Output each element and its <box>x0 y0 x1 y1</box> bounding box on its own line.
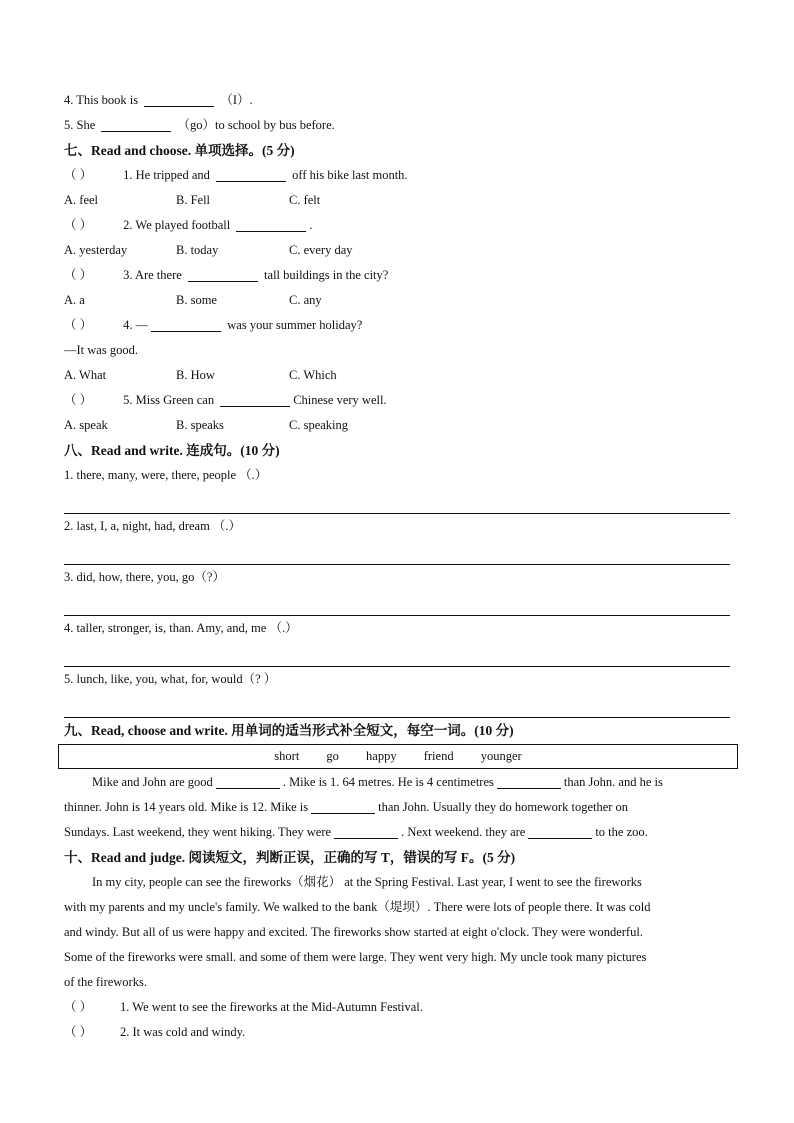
cloze-text: Sundays. Last weekend, they went hiking. They were <box>64 825 332 839</box>
word-bank <box>58 744 738 769</box>
question-text-end: tall buildings in the city? <box>264 268 389 282</box>
question-hint: （go）to school by bus before. <box>177 118 335 132</box>
option-b: B. Fell <box>176 193 211 207</box>
word-bank-item: go <box>326 749 339 763</box>
passage-line: with my parents and my uncle's family. We walked to the bank（堤坝）. There were lots of people there. It was cold <box>64 900 651 914</box>
question-text-end: off his bike last month. <box>292 168 408 182</box>
answer-bracket[interactable]: （ ） <box>64 393 93 407</box>
question-number: 2. <box>123 218 133 232</box>
cloze-blank[interactable] <box>311 799 375 814</box>
answer-line[interactable] <box>64 641 730 667</box>
question-number: 5. <box>123 393 133 407</box>
answer-blank <box>151 317 221 332</box>
question-text: This book is <box>76 93 139 107</box>
answer-blank <box>220 392 290 407</box>
worksheet-page <box>64 88 730 1045</box>
option-c: C. Which <box>289 368 337 382</box>
cloze-text: than John. Usually they do homework together on <box>378 800 629 814</box>
section-8-heading: 八、Read and write. 连成句。(10 分) <box>64 443 280 458</box>
scrambled-words-3: 3. did, how, there, you, go（?） <box>64 570 225 584</box>
section-7-heading: 七、Read and choose. 单项选择。(5 分) <box>64 143 295 158</box>
fill-question-5 <box>64 113 730 138</box>
question-text: — <box>135 318 149 332</box>
word-bank-item: friend <box>423 749 454 763</box>
question-number: 5. <box>64 118 74 132</box>
judge-question-2 <box>64 1020 730 1045</box>
question-text: He tripped and <box>135 168 210 182</box>
dialogue-response: —It was good. <box>64 343 138 357</box>
answer-blank[interactable] <box>144 92 214 107</box>
scrambled-words-4: 4. taller, stronger, is, than. Amy, and, me （.） <box>64 621 298 635</box>
choice-options-1 <box>64 188 730 213</box>
cloze-blank[interactable] <box>497 774 561 789</box>
option-b: B. today <box>176 243 219 257</box>
choice-options-5 <box>64 413 730 438</box>
section-9-heading: 九、Read, choose and write. 用单词的适当形式补全短文，每空一词。(10 分) <box>64 723 514 738</box>
question-number: 1. <box>123 168 133 182</box>
cloze-blank[interactable] <box>334 824 398 839</box>
section-10-heading: 十、Read and judge. 阅读短文，判断正误，正确的写 T，错误的写 F。(5 分) <box>64 850 516 865</box>
option-a: A. speak <box>64 418 108 432</box>
question-text-end: . <box>309 218 313 232</box>
cloze-text: Mike and John are good <box>92 775 213 789</box>
word-bank-item: short <box>274 749 300 763</box>
choice-options-3 <box>64 288 730 313</box>
choice-question-1 <box>64 163 730 188</box>
choice-options-2 <box>64 238 730 263</box>
option-c: C. any <box>289 293 322 307</box>
passage-line: and windy. But all of us were happy and excited. The fireworks show started at eight o'clock. They were wonderful. <box>64 925 643 939</box>
choice-question-4 <box>64 313 730 338</box>
answer-bracket[interactable]: （ ） <box>64 168 93 182</box>
word-bank-item: happy <box>366 749 397 763</box>
choice-options-4 <box>64 363 730 388</box>
answer-bracket[interactable]: （ ） <box>64 1000 93 1014</box>
question-number: 3. <box>123 268 133 282</box>
cloze-text: thinner. John is 14 years old. Mike is 12. Mike is <box>64 800 309 814</box>
question-number: 4. <box>123 318 133 332</box>
word-bank-item: younger <box>480 749 522 763</box>
question-text: She <box>76 118 96 132</box>
cloze-line-3 <box>64 820 730 845</box>
question-text: 2. It was cold and windy. <box>120 1025 246 1039</box>
scrambled-words-1: 1. there, many, were, there, people （.） <box>64 468 268 482</box>
answer-line[interactable] <box>64 539 730 565</box>
choice-question-5 <box>64 388 730 413</box>
cloze-text: . Mike is 1. 64 metres. He is 4 centimetres <box>282 775 494 789</box>
answer-line[interactable] <box>64 590 730 616</box>
option-a: A. yesterday <box>64 243 128 257</box>
option-c: C. speaking <box>289 418 349 432</box>
cloze-text: to the zoo. <box>595 825 648 839</box>
fill-question-4 <box>64 88 730 113</box>
scrambled-words-2: 2. last, I, a, night, had, dream （.） <box>64 519 242 533</box>
option-a: A. a <box>64 293 85 307</box>
question-text: Are there <box>134 268 182 282</box>
question-text: We played football <box>135 218 231 232</box>
cloze-text: . Next weekend. they are <box>401 825 526 839</box>
option-a: A. feel <box>64 193 99 207</box>
answer-line[interactable] <box>64 488 730 514</box>
cloze-line-2 <box>64 795 730 820</box>
passage-text: In my city, people can see the fireworks（烟花） at the Spring Festival. Last year, I went to see the fireworks <box>92 875 642 889</box>
cloze-blank[interactable] <box>528 824 592 839</box>
cloze-text: than John. and he is <box>563 775 663 789</box>
cloze-line-1 <box>64 770 730 795</box>
answer-bracket[interactable]: （ ） <box>64 218 93 232</box>
choice-question-3 <box>64 263 730 288</box>
answer-blank <box>216 167 286 182</box>
answer-bracket[interactable]: （ ） <box>64 268 93 282</box>
question-text-end: Chinese very well. <box>293 393 387 407</box>
option-c: C. every day <box>289 243 353 257</box>
option-c: C. felt <box>289 193 321 207</box>
option-b: B. speaks <box>176 418 224 432</box>
choice-question-2 <box>64 213 730 238</box>
answer-blank <box>236 217 306 232</box>
answer-blank[interactable] <box>101 117 171 132</box>
option-a: A. What <box>64 368 107 382</box>
passage-line: Some of the fireworks were small. and some of them were large. They went very high. My uncle took many pictures <box>64 950 647 964</box>
answer-blank <box>188 267 258 282</box>
option-b: B. some <box>176 293 217 307</box>
scrambled-words-5: 5. lunch, like, you, what, for, would（? ） <box>64 672 277 686</box>
question-text: Miss Green can <box>135 393 215 407</box>
question-number: 4. <box>64 93 74 107</box>
answer-bracket[interactable]: （ ） <box>64 1025 93 1039</box>
answer-bracket[interactable]: （ ） <box>64 318 93 332</box>
passage-line <box>64 870 730 895</box>
answer-line[interactable] <box>64 692 730 718</box>
question-hint: （I）. <box>220 93 253 107</box>
question-text: 1. We went to see the fireworks at the Mid-Autumn Festival. <box>120 1000 423 1014</box>
judge-question-1 <box>64 995 730 1020</box>
passage-line: of the fireworks. <box>64 975 147 989</box>
question-text-end: was your summer holiday? <box>227 318 363 332</box>
option-b: B. How <box>176 368 215 382</box>
cloze-blank[interactable] <box>216 774 280 789</box>
